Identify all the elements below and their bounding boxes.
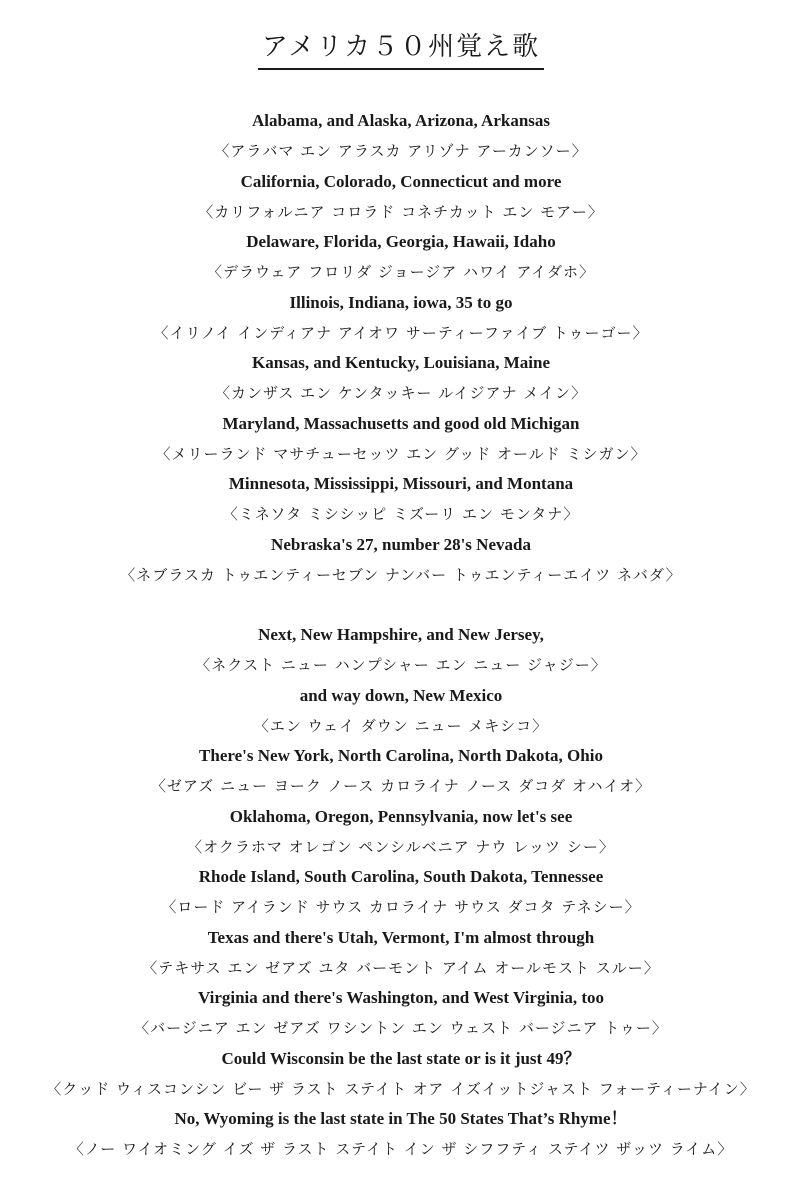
verse-2 bbox=[0, 620, 802, 1165]
page-title-wrap bbox=[0, 28, 802, 70]
lyric-line-ja: 〈カンザス エン ケンタッキー ルイジアナ メイン〉 bbox=[214, 384, 588, 403]
lyric-line-ja: 〈メリーランド マサチューセッツ エン グッド オールド ミシガン〉 bbox=[155, 444, 647, 463]
lyric-line-ja: 〈ネクスト ニュー ハンプシャー エン ニュー ジャジー〉 bbox=[195, 656, 607, 675]
lyric-line-en: Illinois, Indiana, iowa, 35 to go bbox=[289, 292, 513, 312]
lyric-line-en: Alabama, and Alaska, Arizona, Arkansas bbox=[251, 111, 551, 130]
lyric-line-ja: 〈イリノイ インディアナ アイオワ サーティーファイブ トゥーゴー〉 bbox=[153, 323, 649, 342]
lyric-line-ja: 〈デラウェア フロリダ ジョージア ハワイ アイダホ〉 bbox=[206, 263, 596, 282]
verse-1 bbox=[0, 106, 802, 590]
lyric-line-ja: 〈ネブラスカ トゥエンティーセブン ナンバー トゥエンティーエイツ ネバダ〉 bbox=[120, 565, 682, 584]
lyric-line-ja: 〈ロード アイランド サウス カロライナ サウス ダコタ テネシー〉 bbox=[161, 898, 641, 917]
lyric-line-en: Virginia and there's Washington, and West Virginia, too bbox=[197, 988, 605, 1007]
lyric-line-en: Next, New Hampshire, and New Jersey, bbox=[258, 625, 544, 644]
lyric-line-en: Maryland, Massachusetts and good old Michigan bbox=[222, 413, 580, 433]
lyric-line-en: Texas and there's Utah, Vermont, I'm almost through bbox=[207, 927, 595, 947]
page-title: アメリカ５０州覚え歌 bbox=[258, 28, 544, 70]
lyric-line-ja: 〈オクラホマ オレゴン ペンシルベニア ナウ レッツ シー〉 bbox=[187, 837, 615, 856]
lyric-line-en: Oklahoma, Oregon, Pennsylvania, now let's see bbox=[229, 806, 573, 826]
lyric-line-ja: 〈バージニア エン ゼアズ ワシントン エン ウェスト バージニア トゥー〉 bbox=[134, 1019, 668, 1038]
lyric-line-ja: 〈ゼアズ ニュー ヨーク ノース カロライナ ノース ダコダ オハイオ〉 bbox=[150, 777, 652, 796]
lyric-line-en: There's New York, North Carolina, North Dakota, Ohio bbox=[199, 746, 603, 765]
lyric-line-en: California, Colorado, Connecticut and more bbox=[240, 171, 562, 191]
lyric-line-ja: 〈アラバマ エン アラスカ アリゾナ アーカンソー〉 bbox=[214, 142, 588, 161]
lyric-line-en: Kansas, and Kentucky, Louisiana, Maine bbox=[251, 353, 551, 372]
lyric-line-en: Minnesota, Mississippi, Missouri, and Montana bbox=[228, 474, 574, 493]
lyric-line-en: Delaware, Florida, Georgia, Hawaii, Idaho bbox=[246, 232, 556, 251]
lyric-line-en: Rhode Island, South Carolina, South Dakota, Tennessee bbox=[198, 867, 604, 886]
lyric-line-ja: 〈ノー ワイオミング イズ ザ ラスト ステイト イン ザ シフフティ ステイツ ザッツ ライム〉 bbox=[68, 1140, 734, 1159]
lyric-line-ja: 〈エン ウェイ ダウン ニュー メキシコ〉 bbox=[253, 716, 549, 735]
lyric-line-ja: 〈クッド ウィスコンシン ビー ザ ラスト ステイト オア イズイットジャスト フォーティーナイン〉 bbox=[46, 1079, 756, 1098]
lyric-line-en: Nebraska's 27, number 28's Nevada bbox=[271, 534, 531, 554]
lyric-line-en: and way down, New Mexico bbox=[299, 685, 503, 705]
lyric-line-ja: 〈テキサス エン ゼアズ ユタ バーモント アイム オールモスト スルー〉 bbox=[142, 958, 660, 977]
lyric-line-en: No, Wyoming is the last state in The 50 States That’s Rhyme！ bbox=[174, 1109, 628, 1128]
lyric-line-ja: 〈カリフォルニア コロラド コネチカット エン モアー〉 bbox=[198, 202, 604, 221]
lyric-line-en: Could Wisconsin be the last state or is it just 49？ bbox=[221, 1048, 581, 1068]
lyric-line-ja: 〈ミネソタ ミシシッピ ミズーリ エン モンタナ〉 bbox=[222, 505, 580, 524]
